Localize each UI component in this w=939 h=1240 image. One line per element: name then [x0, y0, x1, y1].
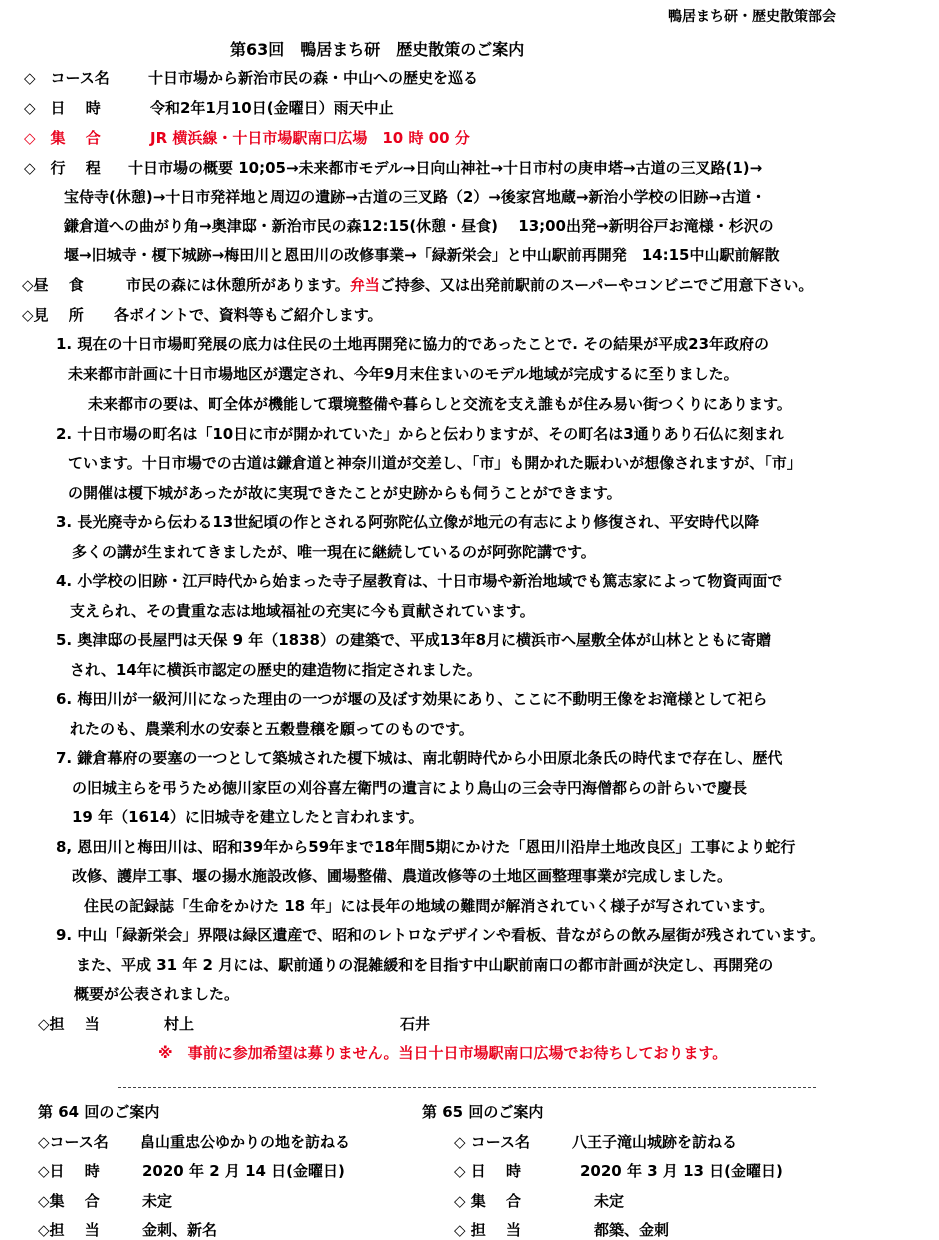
highlight-line: 8, 恩田川と梅田川は、昭和39年から59年まで18年間5期にかけた「恩田川沿岸土地改良区」工事により蛇行 [56, 838, 796, 856]
highlight-line: の開催は榎下城があったが故に実現できたことが史跡からも伺うことができます。 [68, 484, 622, 502]
next-65-meet: 未定 [594, 1192, 625, 1210]
course-value: 十日市場から新治市民の森・中山への歴史を巡る [148, 69, 479, 87]
highlight-line: 1. 現在の十日市場町発展の底力は住民の土地再開発に協力的であったことで. その結果が平成23年政府の [56, 335, 770, 353]
date-value: 令和2年1月10日(金曜日）雨天中止 [150, 99, 394, 117]
staff-person-1: 村上 [164, 1015, 195, 1033]
highlight-line: 7. 鎌倉幕府の要塞の一つとして築城された榎下城は、南北朝時代から小田原北条氏の時代まで存在し、歴代 [56, 749, 783, 767]
next-65-heading: 第 65 回のご案内 [422, 1103, 544, 1121]
highlight-line: 住民の記録誌「生命をかけた 18 年」には長年の地域の難問が解消されていく様子が写されています。 [84, 897, 775, 915]
highlight-line: 支えられ、その貴重な志は地域福祉の充実に今も貢献されています。 [70, 602, 535, 620]
highlight-line: の旧城主らを弔うため徳川家臣の刈谷喜左衛門の遺言により鳥山の三会寺円海僧都らの計らいで慶長 [72, 779, 748, 797]
highlights-intro: 各ポイントで、資料等もご紹介します。 [114, 306, 383, 324]
course-label: ◇ コース名 [24, 69, 110, 87]
itinerary-line: 十日市場の概要 10;05→未来都市モデル→日向山神社→十日市村の庚申塔→古道の三叉路(1)→ [128, 159, 763, 177]
next-65-staff: 都築、金刺 [594, 1221, 670, 1239]
next-65-date-label: ◇ 日 時 [454, 1162, 521, 1180]
next-64-heading: 第 64 回のご案内 [38, 1103, 160, 1121]
organization-name: 鴨居まち研・歴史散策部会 [668, 9, 836, 25]
meeting-label: ◇ 集 合 [24, 129, 101, 147]
next-65-course: 八王子滝山城跡を訪ねる [572, 1133, 738, 1151]
itinerary-label: ◇ 行 程 [24, 159, 101, 177]
staff-person-2: 石井 [400, 1015, 431, 1033]
staff-label: ◇担 当 [38, 1015, 100, 1033]
itinerary-line: 宝侍寺(休憩)→十日市発祥地と周辺の遺跡→古道の三叉路（2）→後家宮地蔵→新治小学校の旧跡→古道・ [64, 188, 766, 206]
highlight-line: 5. 奥津邸の長屋門は天保 9 年（1838）の建築で、平成13年8月に横浜市へ屋敷全体が山林とともに寄贈 [56, 631, 772, 649]
highlight-line: 4. 小学校の旧跡・江戸時代から始まった寺子屋教育は、十日市場や新治地域でも篤志家によって物資両面で [56, 572, 783, 590]
highlight-line: 9. 中山「緑新栄会」界隈は緑区遺産で、昭和のレトロなデザインや看板、昔ながらの飲み屋街が残されています。 [56, 926, 825, 944]
next-65-staff-label: ◇ 担 当 [454, 1221, 521, 1239]
highlight-line: 多くの講が生まれてきましたが、唯一現在に継続しているのが阿弥陀講です。 [72, 543, 596, 561]
notice-text: ※ 事前に参加希望は募りません。当日十日市場駅南口広場でお待ちしております。 [158, 1044, 728, 1062]
highlight-line: 改修、護岸工事、堰の揚水施設改修、圃場整備、農道改修等の土地区画整理事業が完成しました。 [72, 867, 733, 885]
lunch-highlight: 弁当 [349, 276, 380, 294]
itinerary-line: 鎌倉道への曲がり角→奥津邸・新治市民の森12:15(休憩・昼食) 13;00出発→新明谷戸お滝様・杉沢の [64, 217, 774, 235]
next-64-staff: 金刺、新名 [142, 1221, 218, 1239]
next-64-meet: 未定 [142, 1192, 173, 1210]
highlight-line: 6. 梅田川が一級河川になった理由の一つが堰の及ぼす効果にあり、ここに不動明王像をお滝様として祀ら [56, 690, 768, 708]
highlight-line: 未来都市の要は、町全体が機能して環境整備や暮らしと交流を支え誰もが住み易い街つくりにあります。 [88, 395, 792, 413]
highlight-line: 3. 長光廃寺から伝わる13世紀頃の作とされる阿弥陀仏立像が地元の有志により修復され、平安時代以降 [56, 513, 760, 531]
next-65-course-label: ◇ コース名 [454, 1133, 531, 1151]
itinerary-line: 堰→旧城寺・榎下城跡→梅田川と恩田川の改修事業→「緑新栄会」と中山駅前再開発 14:15中山駅前解散 [64, 246, 780, 264]
highlight-line: 未来都市計画に十日市場地区が選定され、今年9月末住まいのモデル地域が完成するに至りました。 [68, 365, 739, 383]
next-64-course-label: ◇コース名 [38, 1133, 109, 1151]
meeting-value: JR 横浜線・十日市場駅南口広場 10 時 00 分 [150, 129, 470, 147]
date-label: ◇ 日 時 [24, 99, 101, 117]
highlight-line: され、14年に横浜市認定の歴史的建造物に指定されました。 [70, 661, 482, 679]
next-64-course: 畠山重忠公ゆかりの地を訪ねる [140, 1133, 351, 1151]
next-65-meet-label: ◇ 集 合 [454, 1192, 521, 1210]
highlight-line: また、平成 31 年 2 月には、駅前通りの混雑緩和を目指す中山駅前南口の都市計画が決定し、再開発の [76, 956, 774, 974]
next-64-date: 2020 年 2 月 14 日(金曜日) [142, 1162, 345, 1180]
highlight-line: 2. 十日市場の町名は「10日に市が開かれていた」からと伝わりますが、その町名は3通りあり石仏に刻まれ [56, 425, 784, 443]
next-64-meet-label: ◇集 合 [38, 1192, 100, 1210]
next-64-date-label: ◇日 時 [38, 1162, 100, 1180]
highlight-line: れたのも、農業利水の安泰と五穀豊穣を願ってのものです。 [70, 720, 474, 738]
lunch-label: ◇昼 食 [22, 276, 84, 294]
highlight-line: ています。十日市場での古道は鎌倉道と神奈川道が交差し、「市」も開かれた賑わいが想像されますが、「市」 [68, 454, 802, 472]
dashed-divider [118, 1087, 816, 1088]
lunch-text-before: 市民の森には休憩所があります。 [126, 276, 350, 294]
highlight-line: 19 年（1614）に旧城寺を建立したと言われます。 [72, 808, 424, 826]
lunch-text [126, 275, 813, 295]
lunch-text-after: ご持参、又は出発前駅前のスーパーやコンビニでご用意下さい。 [379, 276, 814, 294]
highlight-line: 概要が公表されました。 [74, 985, 240, 1003]
next-65-date: 2020 年 3 月 13 日(金曜日) [580, 1162, 783, 1180]
next-64-staff-label: ◇担 当 [38, 1221, 100, 1239]
page-title: 第63回 鴨居まち研 歴史散策のご案内 [230, 40, 525, 59]
highlights-label: ◇見 所 [22, 306, 84, 324]
